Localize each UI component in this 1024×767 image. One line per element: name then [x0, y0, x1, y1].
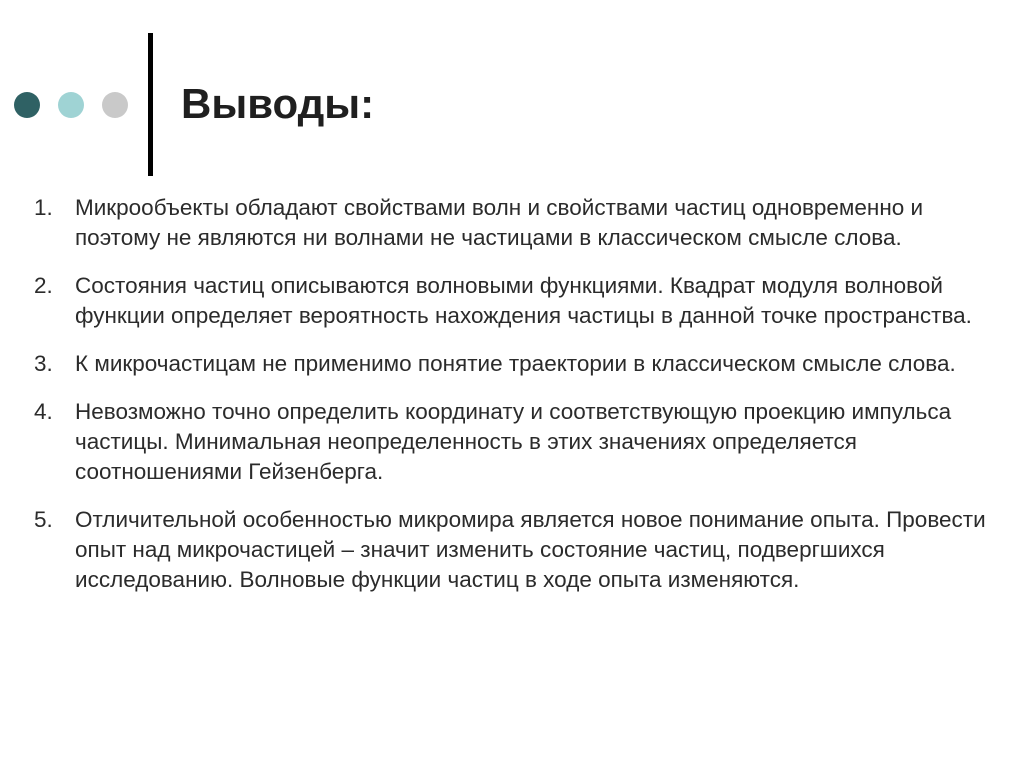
- list-item: [34, 193, 994, 253]
- item-number: 1.: [34, 195, 53, 220]
- item-number: 5.: [34, 507, 53, 532]
- conclusions-list: [34, 193, 994, 613]
- list-item: [34, 349, 994, 379]
- dot-light-teal: [58, 92, 84, 118]
- item-number: 3.: [34, 351, 53, 376]
- title-divider: [148, 33, 153, 176]
- list-item: [34, 505, 994, 595]
- item-text: Невозможно точно определить координату и соответствующую проекцию импульса частицы. Минимальная неопределенность в этих значениях определяется соотношениями Гейзенберга.: [75, 399, 952, 484]
- item-number: 4.: [34, 399, 53, 424]
- item-text: Состояния частиц описываются волновыми функциями. Квадрат модуля волновой функции определяет вероятность нахождения частицы в данной точке пространства.: [75, 273, 972, 328]
- dot-dark-teal: [14, 92, 40, 118]
- dot-gray: [102, 92, 128, 118]
- item-text: Микрообъекты обладают свойствами волн и свойствами частиц одновременно и поэтому не являются ни волнами не частицами в классическом смысле слова.: [75, 195, 924, 250]
- slide-title: Выводы:: [181, 80, 375, 127]
- list-item: [34, 271, 994, 331]
- item-number: 2.: [34, 273, 53, 298]
- item-text: Отличительной особенностью микромира является новое понимание опыта. Провести опыт над микрочастицей – значит изменить состояние частиц, подвергшихся исследованию. Волновые функции частиц в ходе опыта изменяются.: [75, 507, 986, 592]
- item-text: К микрочастицам не применимо понятие траектории в классическом смысле слова.: [75, 351, 956, 376]
- list-item: [34, 397, 994, 487]
